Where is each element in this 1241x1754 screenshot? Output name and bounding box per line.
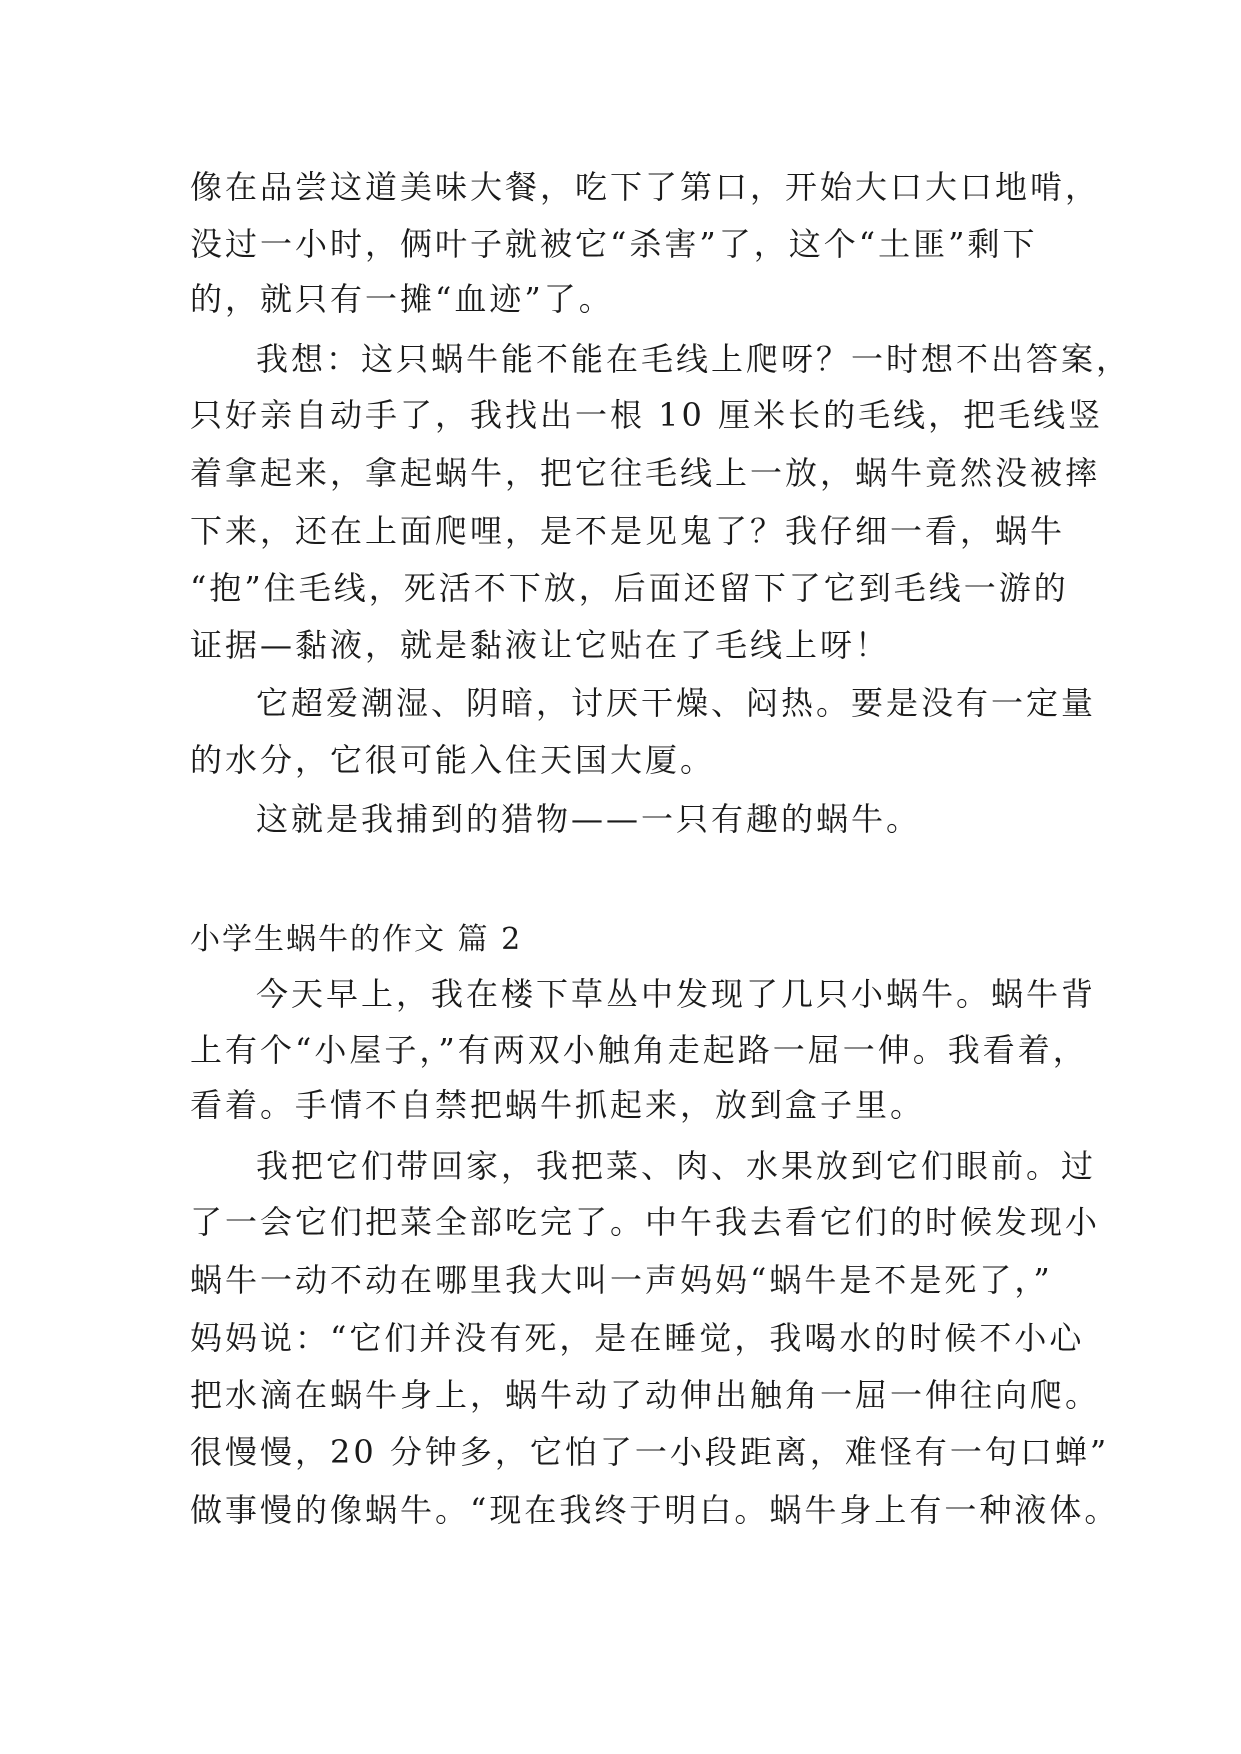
text-line: 它超爱潮湿、阴暗，讨厌干燥、闷热。要是没有一定量 — [256, 684, 1097, 722]
text-line: 做事慢的像蜗牛。“现在我终于明白。蜗牛身上有一种液体。 — [190, 1491, 1120, 1529]
text-line: 妈妈说：“它们并没有死，是在睡觉，我喝水的时候不小心 — [190, 1319, 1085, 1357]
text-line: 下来，还在上面爬哩，是不是见鬼了？我仔细一看，蜗牛 — [190, 512, 1066, 550]
text-line: 只好亲自动手了，我找出一根 10 厘米长的毛线，把毛线竖 — [190, 396, 1104, 434]
text-line: 很慢慢，20 分钟多，它怕了一小段距离，难怪有一句口蝉” — [190, 1433, 1110, 1471]
section-heading: 小学生蜗牛的作文 篇 2 — [190, 922, 523, 957]
text-line: 像在品尝这道美味大餐，吃下了第口，开始大口大口地啃， — [190, 168, 1101, 206]
text-line: “抱”住毛线，死活不下放，后面还留下了它到毛线一游的 — [190, 569, 1069, 607]
text-line: 我想：这只蜗牛能不能在毛线上爬呀？一时想不出答案， — [256, 340, 1132, 378]
text-line: 今天早上，我在楼下草丛中发现了几只小蜗牛。蜗牛背 — [256, 975, 1097, 1013]
text-line: 我把它们带回家，我把菜、肉、水果放到它们眼前。过 — [256, 1147, 1097, 1185]
text-line: 这就是我捕到的猎物——一只有趣的蜗牛。 — [256, 800, 922, 838]
text-line: 把水滴在蜗牛身上，蜗牛动了动伸出触角一屈一伸往向爬。 — [190, 1376, 1101, 1414]
text-line: 的，就只有一摊“血迹”了。 — [190, 280, 614, 318]
text-line: 蜗牛一动不动在哪里我大叫一声妈妈“蜗牛是不是死了，” — [190, 1261, 1053, 1299]
text-line: 证据—黏液，就是黏液让它贴在了毛线上呀！ — [190, 626, 891, 664]
text-line: 了一会它们把菜全部吃完了。中午我去看它们的时候发现小 — [190, 1203, 1101, 1241]
text-line: 上有个“小屋子，”有两双小触角走起路一屈一伸。我看着， — [190, 1031, 1088, 1069]
text-line: 没过一小时，俩叶子就被它“杀害”了，这个“土匪”剩下 — [190, 225, 1038, 263]
text-line: 着拿起来，拿起蜗牛，把它往毛线上一放，蜗牛竟然没被摔 — [190, 454, 1101, 492]
text-line: 的水分，它很可能入住天国大厦。 — [190, 741, 716, 779]
text-line: 看着。手情不自禁把蜗牛抓起来，放到盒子里。 — [190, 1086, 926, 1124]
